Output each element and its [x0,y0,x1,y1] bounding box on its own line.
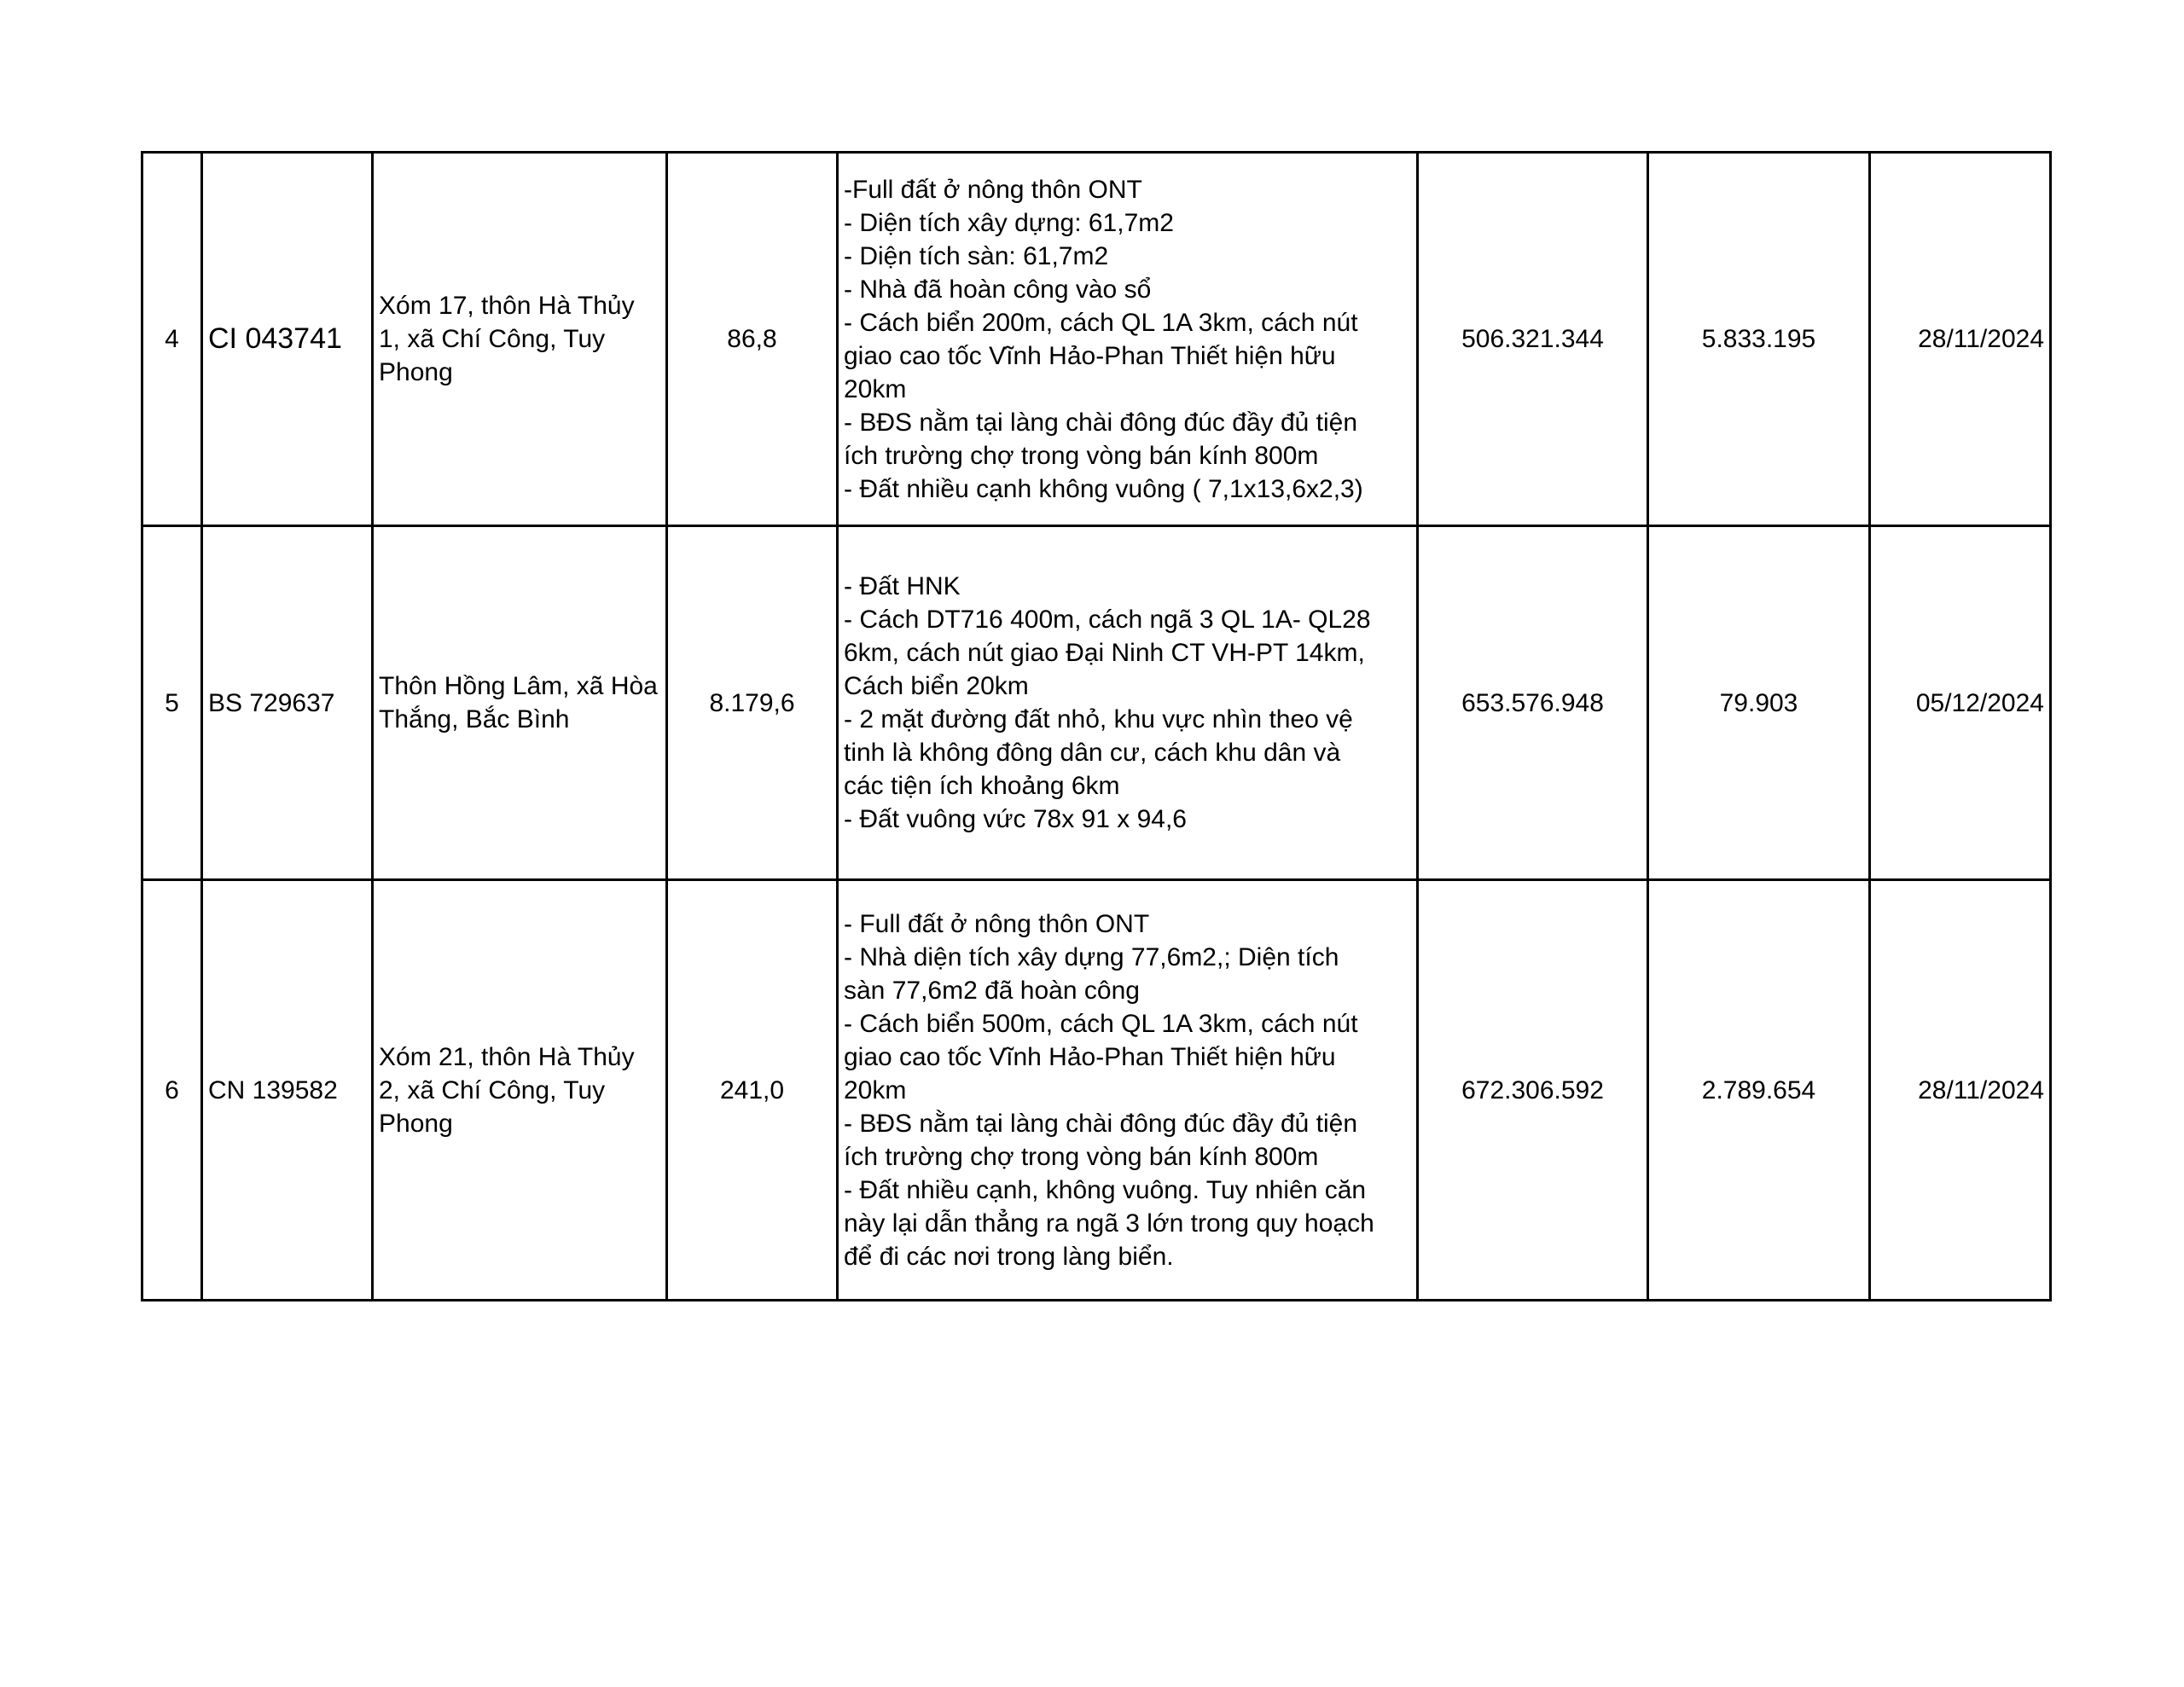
address-cell: Xóm 21, thôn Hà Thủy 2, xã Chí Công, Tuy Phong [373,880,667,1301]
description-line: tinh là không đông dân cư, cách khu dân và [844,739,1341,767]
area-cell: 8.179,6 [667,526,838,880]
description-line: để đi các nơi trong làng biển. [844,1242,1174,1271]
description-line: - Cách DT716 400m, cách ngã 3 QL 1A- QL28 [844,606,1371,634]
description-line: - Cách biển 200m, cách QL 1A 3km, cách nút [844,308,1358,337]
description-cell [838,880,1418,1301]
description-line: - Đất HNK [844,572,961,600]
address-cell: Xóm 17, thôn Hà Thủy 1, xã Chí Công, Tuy Phong [373,153,667,526]
description-line: các tiện ích khoảng 6km [844,772,1120,800]
row-number: 6 [142,880,202,1301]
description-cell [838,153,1418,526]
table-row [142,526,2051,880]
table-row [142,880,2051,1301]
certificate-number: CI 043741 [202,153,373,526]
description-line: - Cách biển 500m, cách QL 1A 3km, cách nút [844,1009,1358,1038]
description-line: này lại dẫn thẳng ra ngã 3 lớn trong quy hoạch [844,1209,1374,1238]
description-line: 6km, cách nút giao Đại Ninh CT VH-PT 14km, [844,639,1365,667]
description-line: 20km [844,374,907,403]
description-line: - BĐS nằm tại làng chài đông đúc đầy đủ tiện [844,1109,1358,1138]
description-line: Cách biển 20km [844,672,1029,700]
row-number: 5 [142,526,202,880]
description-cell [838,526,1418,880]
description-line: ích trường chợ trong vòng bán kính 800m [844,441,1319,470]
unit-price-cell: 2.789.654 [1648,880,1870,1301]
date-cell: 28/11/2024 [1870,153,2051,526]
description-line: sàn 77,6m2 đã hoàn công [844,976,1140,1005]
date-cell: 05/12/2024 [1870,526,2051,880]
area-cell: 86,8 [667,153,838,526]
row-number: 4 [142,153,202,526]
description-line: ích trường chợ trong vòng bán kính 800m [844,1142,1319,1171]
description-line: - Diện tích xây dựng: 61,7m2 [844,208,1174,237]
description-line: - Full đất ở nông thôn ONT [844,909,1150,938]
description-line: giao cao tốc Vĩnh Hảo-Phan Thiết hiện hữu [844,341,1336,370]
description-line: -Full đất ở nông thôn ONT [844,175,1142,204]
description-line: - Diện tích sàn: 61,7m2 [844,241,1109,270]
area-cell: 241,0 [667,880,838,1301]
description-line: - Đất vuông vức 78x 91 x 94,6 [844,805,1187,833]
price-cell: 672.306.592 [1418,880,1648,1301]
description-line: - Nhà đã hoàn công vào sổ [844,275,1152,304]
description-line: - Đất nhiều cạnh, không vuông. Tuy nhiên căn [844,1175,1367,1204]
description-line: - Nhà diện tích xây dựng 77,6m2,; Diện tích [844,942,1339,971]
description-line: - BĐS nằm tại làng chài đông đúc đầy đủ tiện [844,408,1358,437]
property-listing-table [141,151,2052,1301]
date-cell: 28/11/2024 [1870,880,2051,1301]
price-cell: 653.576.948 [1418,526,1648,880]
description-line: - Đất nhiều cạnh không vuông ( 7,1x13,6x2,3) [844,474,1363,503]
description-line: - 2 mặt đường đất nhỏ, khu vực nhìn theo vệ [844,705,1353,733]
unit-price-cell: 5.833.195 [1648,153,1870,526]
unit-price-cell: 79.903 [1648,526,1870,880]
certificate-number: BS 729637 [202,526,373,880]
description-line: giao cao tốc Vĩnh Hảo-Phan Thiết hiện hữu [844,1042,1336,1071]
price-cell: 506.321.344 [1418,153,1648,526]
description-line: 20km [844,1075,907,1104]
address-cell: Thôn Hồng Lâm, xã Hòa Thắng, Bắc Bình [373,526,667,880]
table-row [142,153,2051,526]
certificate-number: CN 139582 [202,880,373,1301]
